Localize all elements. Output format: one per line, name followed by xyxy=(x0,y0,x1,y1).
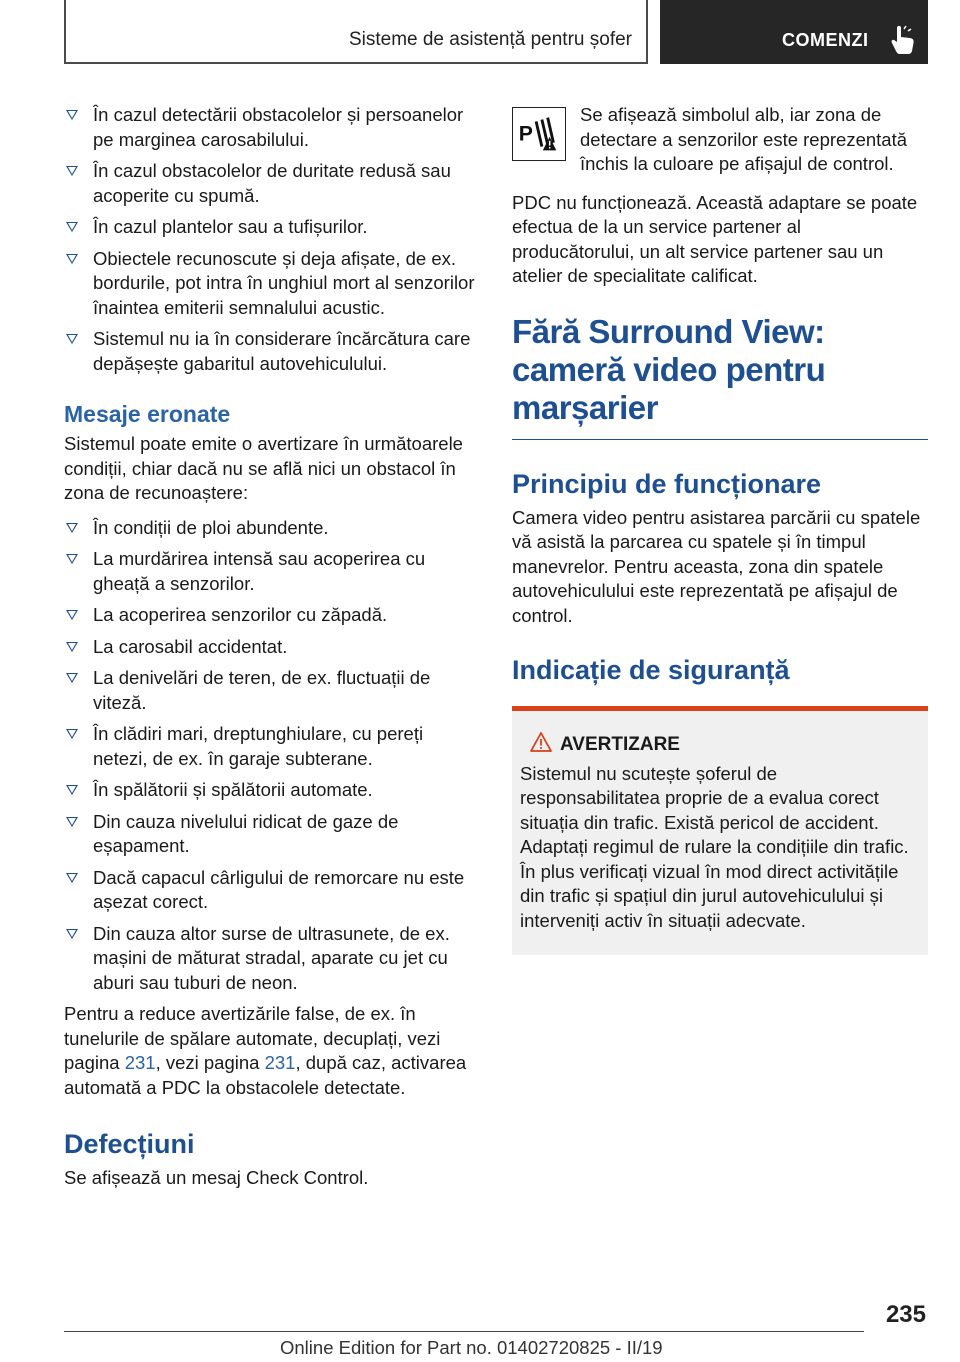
errors-intro: Sistemul poate emite o avertizare în următoarele condiții, chiar dacă nu se află nici un obstacol în zona de recunoaștere: xyxy=(64,433,463,503)
list-item: În cazul detectării obstacolelor și persoanelor pe marginea carosabilului. xyxy=(64,103,478,152)
pdc-symbol-text: Se afișează simbolul alb, iar zona de detectare a senzorilor este reprezentată închis la culoare pe afișajul de control. xyxy=(580,104,908,174)
section-heading: Fără Surround View: cameră video pentru marșarier xyxy=(512,312,826,426)
defects-heading: Defecțiuni xyxy=(64,1129,195,1159)
triangle-bullet-icon xyxy=(66,254,78,264)
list-item: În cazul obstacolelor de duritate redusă sau acoperite cu spumă. xyxy=(64,159,478,208)
triangle-bullet-icon xyxy=(66,554,78,564)
list-item: Din cauza nivelului ridicat de gaze de eșapament. xyxy=(64,810,478,859)
list-item: În condiții de ploi abundente. xyxy=(64,516,478,541)
list-item: La acoperirea senzorilor cu zăpadă. xyxy=(64,603,478,628)
chapter-tab xyxy=(660,0,928,64)
triangle-bullet-icon xyxy=(66,222,78,232)
page-link-231[interactable]: 231 xyxy=(124,1052,156,1073)
list-item: În spălătorii și spălătorii automate. xyxy=(64,778,478,803)
triangle-bullet-icon xyxy=(66,334,78,344)
page-number: 235 xyxy=(885,1301,926,1328)
pdc-symbol-block xyxy=(512,103,928,177)
section-tab xyxy=(64,0,648,64)
triangle-bullet-icon xyxy=(66,110,78,120)
triangle-bullet-icon xyxy=(66,642,78,652)
right-column xyxy=(512,103,928,955)
list-item: La carosabil accidentat. xyxy=(64,635,478,660)
page-header xyxy=(64,0,928,64)
list-item: În clădiri mari, dreptunghiulare, cu pereți netezi, de ex. în garaje subterane. xyxy=(64,722,478,771)
list-item: Obiectele recunoscute și deja afișate, de ex. bordurile, pot intra în unghiul mort al senzorilor înaintea emiterii semnalului acustic. xyxy=(64,247,478,321)
triangle-bullet-icon xyxy=(66,929,78,939)
footer-divider xyxy=(64,1331,864,1332)
list-item: În cazul plantelor sau a tufișurilor. xyxy=(64,215,478,240)
list-item: Sistemul nu ia în considerare încărcătura care depășește gabaritul autovehiculului. xyxy=(64,327,478,376)
triangle-bullet-icon xyxy=(66,729,78,739)
triangle-bullet-icon xyxy=(66,673,78,683)
warning-label: AVERTIZARE xyxy=(560,734,680,755)
section-title: Sisteme de asistență pentru șofer xyxy=(348,29,632,50)
triangle-bullet-icon xyxy=(66,166,78,176)
false-warnings-list xyxy=(64,516,478,996)
pdc-warning-icon xyxy=(512,107,566,161)
triangle-bullet-icon xyxy=(66,610,78,620)
warning-text: Sistemul nu scutește șoferul de responsabilitatea proprie de a evalua corect situația din trafic. Există pericol de accident. Adaptați regimul de rulare la condițiile din trafic. În plus verificați vizual în mod direct activitățile din trafic și spațiul din jurul autovehiculului și interveniți activ în situații adecvate. xyxy=(520,762,909,931)
hand-pointer-icon xyxy=(890,25,916,55)
list-item: La denivelări de teren, de ex. fluctuații de viteză. xyxy=(64,666,478,715)
list-item: Din cauza altor surse de ultrasunete, de ex. mașini de măturat stradal, aparate cu jet cu aburi sau tuburi de neon. xyxy=(64,922,478,996)
triangle-bullet-icon xyxy=(66,817,78,827)
limitations-list xyxy=(64,103,478,376)
principle-text: Camera video pentru asistarea parcării cu spatele vă asistă la parcarea cu spatele și în timpul manevrelor. Pentru aceasta, zona din spatele autovehiculului este reprezentată pe afișajul de control. xyxy=(512,506,921,626)
chapter-title: COMENZI xyxy=(782,30,869,50)
defects-text: Se afișează un mesaj Check Control. xyxy=(64,1167,369,1188)
section-divider xyxy=(512,439,928,440)
reduce-warnings-paragraph: Pentru a reduce avertizările false, de ex. în tunelurile de spălare automate, decuplați, vezi pagina 231, vezi pagina 231, după caz, activarea automată a PDC la obstacolele detectate. xyxy=(64,1003,467,1098)
left-column xyxy=(64,103,478,1191)
edition-info: Online Edition for Part no. 01402720825 - II/19 xyxy=(280,1337,663,1358)
principle-heading: Principiu de funcționare xyxy=(512,468,822,499)
pdc-failure-text: PDC nu funcționează. Această adaptare se poate efectua de la un service partener al producătorului, un alt service partener sau un atelier de specialitate calificat. xyxy=(512,191,918,286)
triangle-bullet-icon xyxy=(66,873,78,883)
warning-header xyxy=(520,733,920,758)
triangle-bullet-icon xyxy=(66,523,78,533)
warning-box xyxy=(512,706,928,955)
list-item: Dacă capacul cârligului de remorcare nu este așezat corect. xyxy=(64,866,478,915)
warning-triangle-icon xyxy=(530,732,552,752)
safety-heading: Indicație de siguranță xyxy=(512,655,790,685)
triangle-bullet-icon xyxy=(66,785,78,795)
svg-text:P: P xyxy=(518,122,533,146)
page-link-231-second[interactable]: 231 xyxy=(264,1052,296,1073)
errors-heading: Mesaje eronate xyxy=(64,401,231,427)
list-item: La murdărirea intensă sau acoperirea cu gheață a senzorilor. xyxy=(64,547,478,596)
